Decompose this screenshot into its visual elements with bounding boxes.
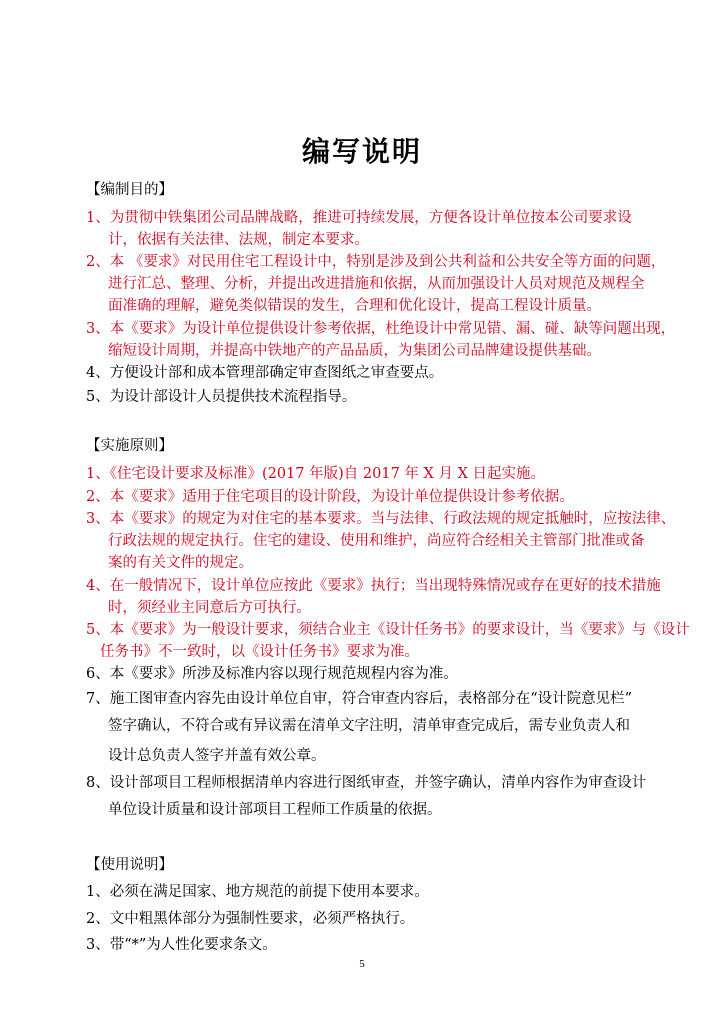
text-line: 进行汇总、整理、分析，并提出改进措施和依据，从而加强设计人员对规范及规程全: [108, 276, 645, 292]
text-line: 行政法规的规定执行。住宅的建设、使用和维护，尚应符合经相关主管部门批准或备: [108, 533, 645, 549]
text-line: 8、设计部项目工程师根据清单内容进行图纸审查，并签字确认，清单内容作为审查设计: [86, 775, 647, 791]
text-line: 任务书》不一致时，以《设计任务书》要求为准。: [100, 644, 419, 660]
text-line: 3、本《要求》的规定为对住宅的基本要求。当与法律、行政法规的规定抵触时，应按法律、: [86, 511, 676, 527]
text-line: 4、在一般情况下，设计单位应按此《要求》执行；当出现特殊情况或存在更好的技术措施: [86, 578, 661, 594]
text-line: 6、本《要求》所涉及标准内容以现行规范规程内容为准。: [86, 666, 458, 682]
text-line: 计，依据有关法律、法规，制定本要求。: [108, 232, 369, 248]
text-line: 1、《住宅设计要求及标准》(2017 年版)自 2017 年 X 月 X 日起实施。: [86, 466, 545, 482]
text-line: 案的有关文件的规定。: [108, 555, 253, 571]
text-line: 2、文中粗黑体部分为强制性要求，必须严格执行。: [86, 911, 415, 927]
text-line: 2、本《要求》适用于住宅项目的设计阶段，为设计单位提供设计参考依据。: [86, 489, 574, 505]
text-line: 面准确的理解，避免类似错误的发生，合理和优化设计，提高工程设计质量。: [108, 298, 601, 314]
text-line: 1、必须在满足国家、地方规范的前提下使用本要求。: [86, 884, 429, 900]
text-line: 缩短设计周期，并提高中铁地产的产品品质，为集团公司品牌建设提供基础。: [108, 343, 601, 359]
section-heading-purpose: 【编制目的】: [86, 182, 173, 198]
text-line: 时，须经业主同意后方可执行。: [108, 600, 311, 616]
text-line: 3、带“*”为人性化要求条文。: [86, 937, 277, 953]
text-line: 单位设计质量和设计部项目工程师工作质量的依据。: [108, 802, 442, 818]
text-line: 7、施工图审查内容先由设计单位自审，符合审查内容后，表格部分在“设计院意见栏”: [86, 691, 633, 707]
text-line: 1、为贯彻中铁集团公司品牌战略，推进可持续发展，方便各设计单位按本公司要求设: [86, 210, 632, 226]
text-line: 2、本 《要求》对民用住宅工程设计中，特别是涉及到公共利益和公共安全等方面的问题，: [86, 254, 666, 270]
text-line: 设计总负责人签字并盖有效公章。: [108, 748, 326, 764]
text-line: 3、本《要求》为设计单位提供设计参考依据，杜绝设计中常见错、漏、碰、缺等问题出现，: [86, 321, 676, 337]
page-title: 编写说明: [301, 135, 422, 168]
text-line: 5、为设计部设计人员提供技术流程指导。: [86, 389, 357, 405]
section-heading-principles: 【实施原则】: [86, 438, 173, 454]
section-heading-usage: 【使用说明】: [86, 857, 173, 873]
text-line: 签字确认，不符合或有异议需在清单文字注明，清单审查完成后，需专业负责人和: [108, 718, 630, 734]
text-line: 5、本《要求》为一般设计要求，须结合业主《设计任务书》的要求设计，当《要求》与《设计: [86, 622, 690, 638]
text-line: 4、方便设计部和成本管理部确定审查图纸之审查要点。: [86, 365, 444, 381]
page-number: 5: [359, 958, 365, 970]
